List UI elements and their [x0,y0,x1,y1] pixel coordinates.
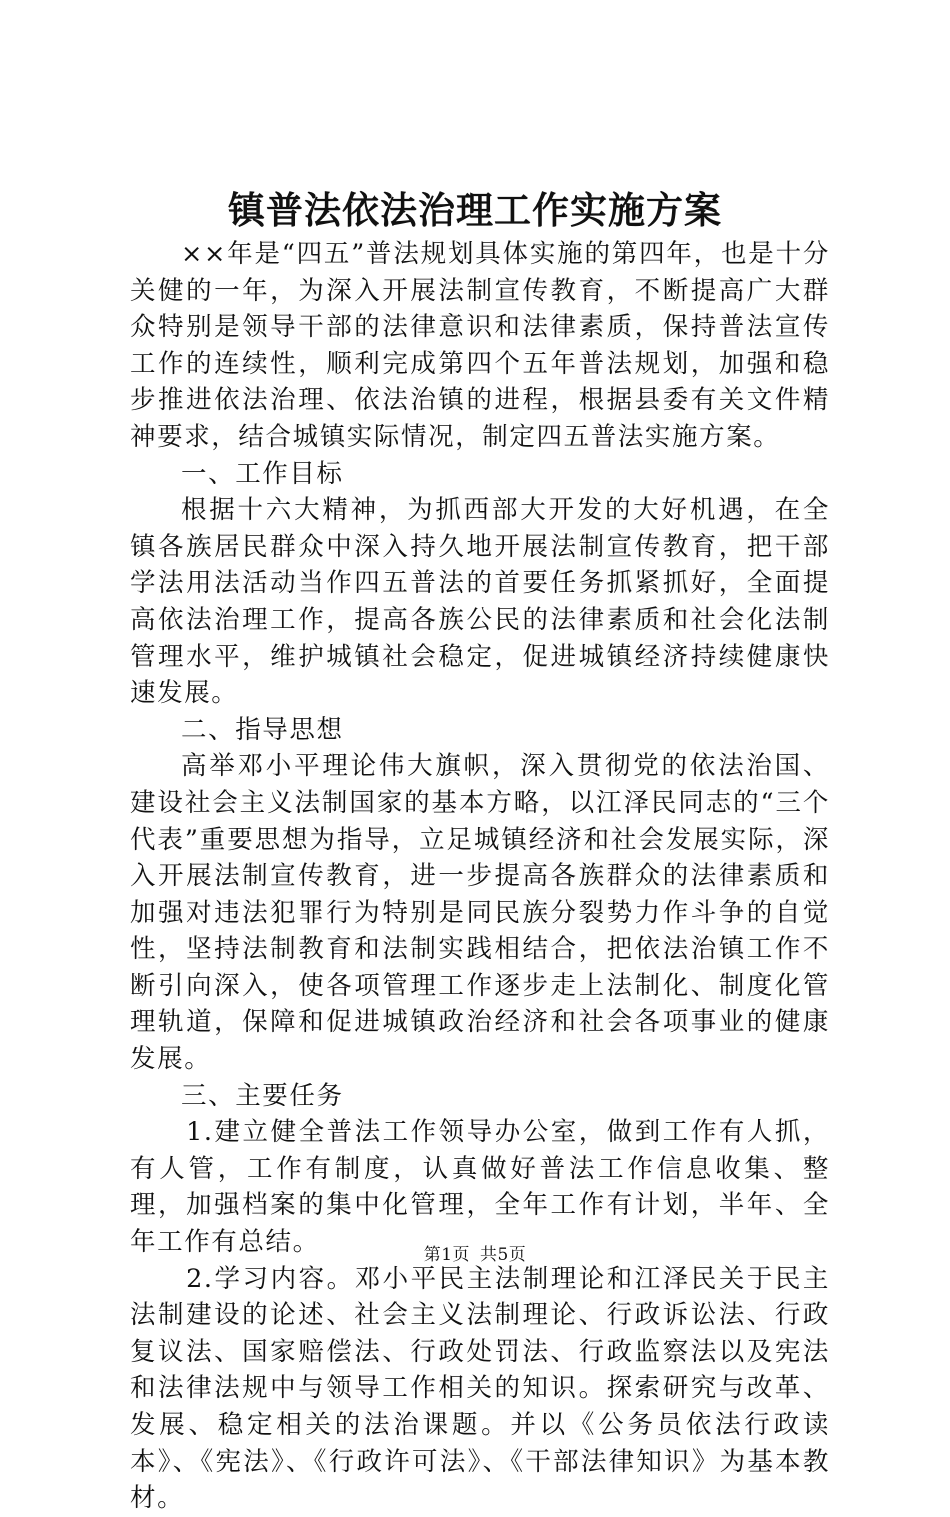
section-heading-guiding-thought: 二、指导思想 [181,714,344,745]
guiding-thought-paragraph: 高举邓小平理论伟大旗帜，深入贯彻党的依法治国、建设社会主义法制国家的基本方略，以江泽民同志的“三个代表”重要思想为指导，立足城镇经济和社会发展实际，深入开展法制宣传教育，进一步提高各族群众的法律素质和加强对违法犯罪行为特别是同民族分裂势力作斗争的自觉性，坚持法制教育和法制实践相结合，把依法治镇工作不断引向深入，使各项管理工作逐步走上法制化、制度化管理轨道，保障和促进城镇政治经济和社会各项事业的健康发展。 [130,751,830,1075]
section-heading-main-tasks: 三、主要任务 [181,1080,344,1111]
document-body [130,236,830,1517]
page-number: 第1页 [423,1245,471,1265]
section-heading-goals: 一、工作目标 [181,458,344,489]
goals-paragraph: 根据十六大精神，为抓西部大开发的大好机遇，在全镇各族居民群众中深入持久地开展法制宣传教育，把干部学法用法活动当作四五普法的首要任务抓紧抓好，全面提高依法治理工作，提高各族公民的法律素质和社会化法制管理水平，维护城镇社会稳定，促进城镇经济持续健康快速发展。 [130,495,830,709]
page-footer [0,1244,950,1266]
task-item-1: 1.建立健全普法工作领导办公室，做到工作有人抓，有人管，工作有制度，认真做好普法工作信息收集、整理，加强档案的集中化管理，全年工作有计划，半年、全年工作有总结。 [130,1117,830,1258]
document-title: 镇普法依法治理工作实施方案 [228,188,722,232]
task-item-2: 2.学习内容。邓小平民主法制理论和江泽民关于民主法制建设的论述、社会主义法制理论、行政诉讼法、行政复议法、国家赔偿法、行政处罚法、行政监察法以及宪法和法律法规中与领导工作相关的知识。探索研究与改革、发展、稳定相关的法治课题。并以《公务员依法行政读本》、《宪法》、《行政许可法》、《干部法律知识》为基本教材。 [130,1263,830,1514]
intro-paragraph: ××年是“四五”普法规划具体实施的第四年，也是十分关健的一年，为深入开展法制宣传教育，不断提高广大群众特别是领导干部的法律意识和法律素质，保持普法宣传工作的连续性，顺利完成第四个五年普法规划，加强和稳步推进依法治理、依法治镇的进程，根据县委有关文件精神要求，结合城镇实际情况，制定四五普法实施方案。 [130,239,830,452]
page-total: 共5页 [479,1245,527,1265]
